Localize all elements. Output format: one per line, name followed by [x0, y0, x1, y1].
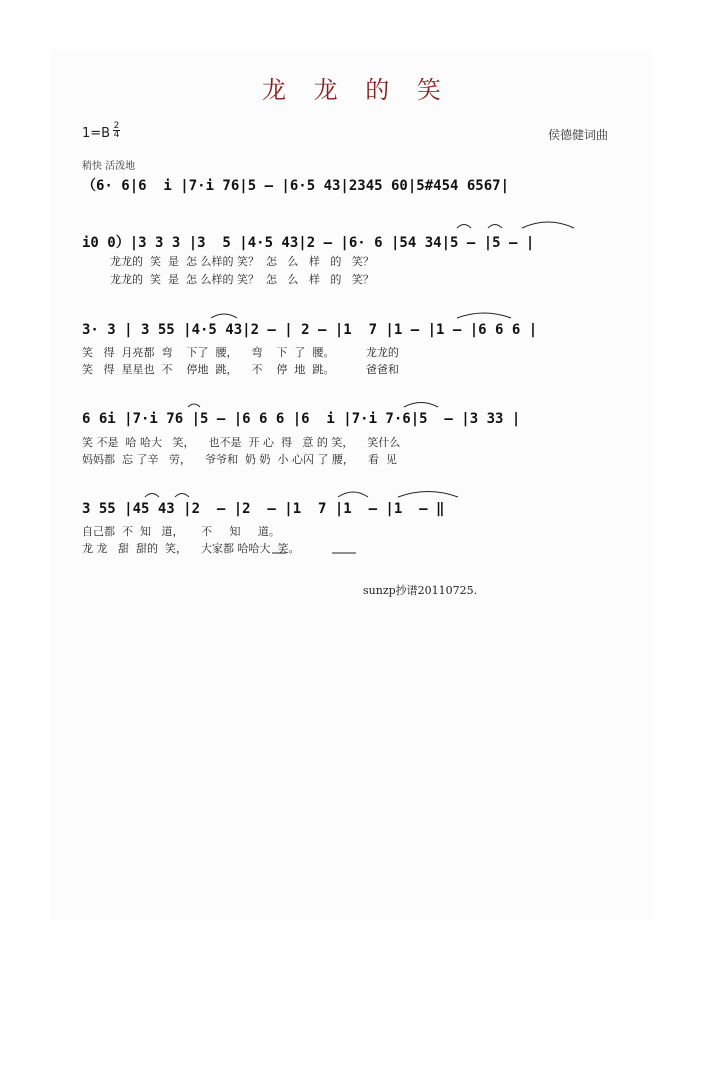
notation-line-3: 3· 3 | 3 55 |4·5 43|2 – | 2 – |1 7 |1 – |1 – |6 6 6 | [82, 322, 538, 338]
notation-line-1: （6· 6|6 i |7·i 76|5 – |6·5 43|2345 60|5#454 6567| [82, 178, 510, 194]
transcriber-credit: sunzp抄谱20110725. [363, 584, 478, 597]
lyrics-line-5-verse-2: 龙 龙 甜 甜的 笑， 大家都 哈哈大 笑。 [82, 542, 300, 555]
lyrics-line-4-verse-1: 笑 不是 哈 哈大 笑， 也不是 开 心 得 意 的 笑， 笑什么 [82, 436, 401, 449]
composer-credit: 侯德健词曲 [548, 128, 609, 142]
notation-line-4: 6 6i |7·i 76 |5 – |6 6 6 |6 i |7·i 7·6|5 – |3 33 | [82, 411, 521, 427]
time-signature [113, 122, 120, 139]
lyrics-line-4-verse-2: 妈妈都 忘 了辛 劳， 爷爷和 奶 奶 小 心闪 了 腰， 看 见 [82, 453, 397, 466]
lyrics-line-3-verse-2: 笑 得 星星也 不 停地 跳， 不 停 地 跳。 爸爸和 [82, 363, 399, 376]
key-signature: 1=B [82, 126, 111, 141]
time-signature-top: 2 [113, 121, 120, 131]
lyrics-line-2-verse-2: 龙龙的 笑 是 怎 么样的 笑？ 怎 么 样 的 笑？ [82, 273, 374, 286]
lyrics-line-5-verse-1: 自己都 不 知 道， 不 知 道。 [82, 525, 280, 538]
lyrics-line-3-verse-1: 笑 得 月亮都 弯 下了 腰， 弯 下 了 腰。 龙龙的 [82, 346, 399, 359]
lyrics-line-2-verse-1: 龙龙的 笑 是 怎 么样的 笑？ 怎 么 样 的 笑？ [82, 255, 374, 268]
notation-line-5: 3 55 |45 43 |2 – |2 – |1 7 |1 – |1 – ‖ [82, 501, 445, 517]
time-signature-bottom: 4 [113, 130, 120, 140]
song-title: 龙 龙 的 笑 [262, 76, 451, 104]
tempo-marking: 稍快 活泼地 [82, 161, 136, 172]
notation-line-2: i0 0）|3 3 3 |3 5 |4·5 43|2 – |6· 6 |54 34|5 – |5 – | [82, 235, 535, 251]
